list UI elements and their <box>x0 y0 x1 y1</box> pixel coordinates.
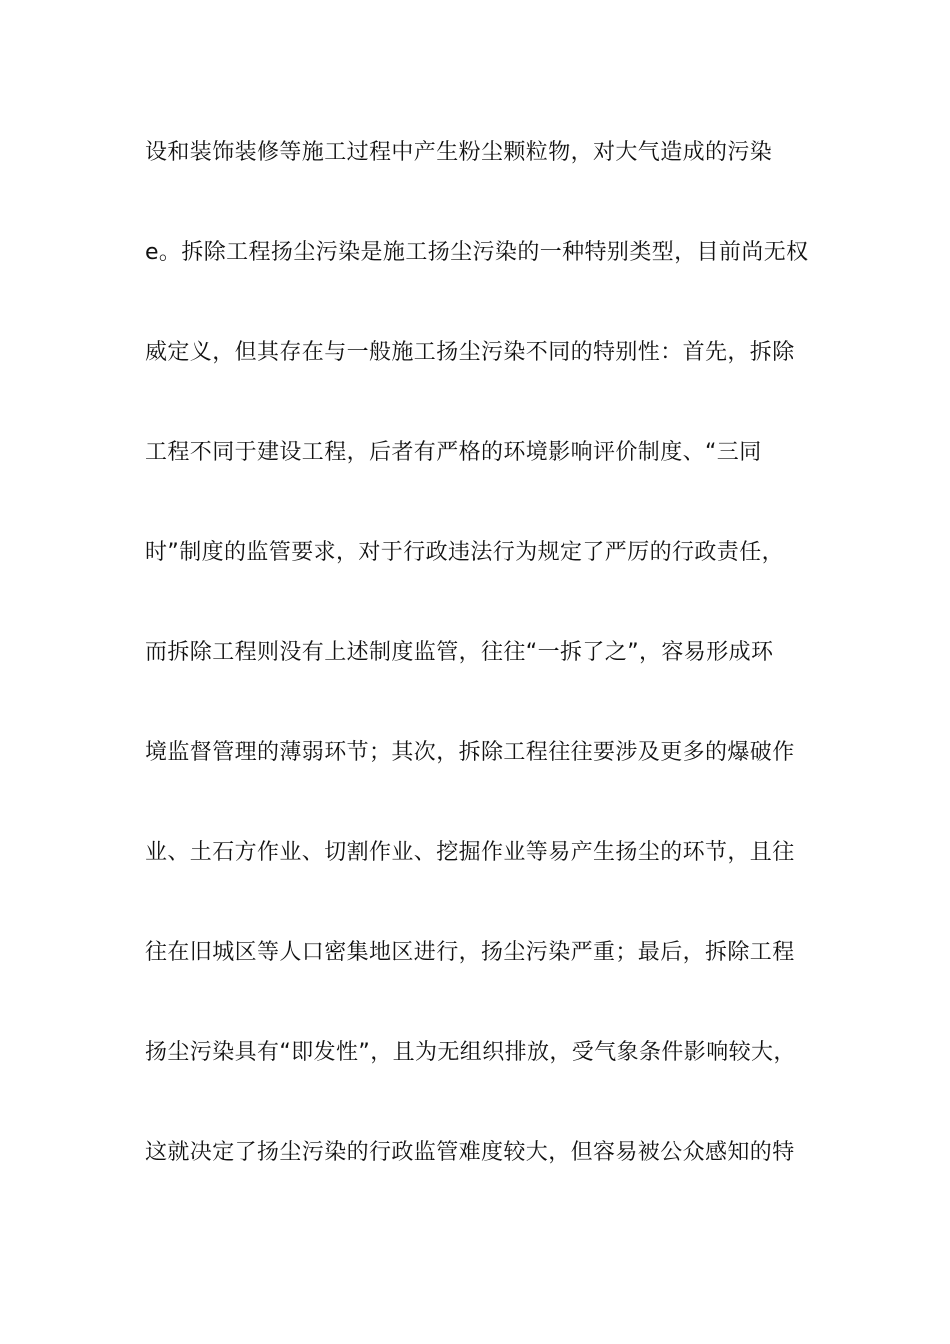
body-paragraph <box>145 130 825 1230</box>
text-line-3: 威定义，但其存在与一般施工扬尘污染不同的特别性：首先，拆除 <box>145 340 795 365</box>
text-line-7: 境监督管理的薄弱环节；其次，拆除工程往往要涉及更多的爆破作 <box>145 740 795 765</box>
text-line-4: 工程不同于建设工程，后者有严格的环境影响评价制度、“三同 <box>145 440 762 465</box>
text-line-6: 而拆除工程则没有上述制度监管，往往“一拆了之”，容易形成环 <box>145 640 774 665</box>
text-line-9: 往在旧城区等人口密集地区进行，扬尘污染严重；最后，拆除工程 <box>145 940 795 965</box>
text-line-2: e。拆除工程扬尘污染是施工扬尘污染的一种特别类型，目前尚无权 <box>145 240 809 265</box>
text-line-5: 时”制度的监管要求，对于行政违法行为规定了严厉的行政责任， <box>145 540 784 565</box>
text-line-11: 这就决定了扬尘污染的行政监管难度较大，但容易被公众感知的特 <box>145 1140 795 1165</box>
text-line-8: 业、土石方作业、切割作业、挖掘作业等易产生扬尘的环节，且往 <box>145 840 795 865</box>
text-line-10: 扬尘污染具有“即发性”，且为无组织排放，受气象条件影响较大， <box>145 1040 796 1065</box>
text-line-1: 设和装饰装修等施工过程中产生粉尘颗粒物，对大气造成的污染 <box>145 140 773 165</box>
